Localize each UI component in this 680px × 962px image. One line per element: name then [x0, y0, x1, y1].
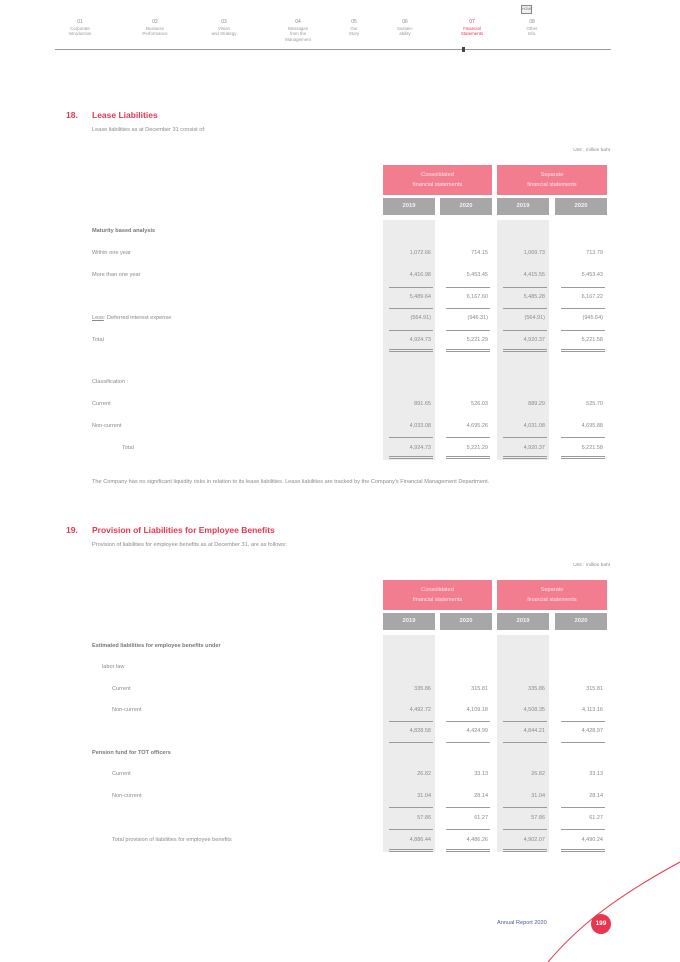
nav-item-label: from the	[289, 31, 307, 36]
nav-item-label: and Strategy	[211, 31, 237, 36]
table-cell: 4,033.08	[409, 423, 431, 429]
nav-item-number: 05	[351, 19, 357, 25]
rule-line	[446, 437, 490, 438]
table-cell: 713.79	[586, 250, 603, 256]
rule-line	[446, 742, 490, 743]
table-cell: 315.81	[586, 686, 603, 692]
table-cell: 26.82	[417, 771, 431, 777]
header-line: financial statements	[412, 182, 463, 188]
year-header: 2019	[497, 613, 549, 630]
section-18-intro: Lease liabilities as at December 31 consist of:	[92, 127, 206, 133]
nav-item-number: 06	[402, 19, 408, 25]
rule-line	[503, 742, 547, 743]
nav-item-label: Story	[348, 31, 360, 36]
nav-item-label: ability	[399, 31, 411, 36]
rule-line	[561, 721, 605, 722]
rule-line	[503, 308, 547, 309]
table-cell: 61.27	[589, 815, 603, 821]
consolidated-header	[383, 165, 492, 195]
rule-line	[561, 437, 605, 438]
nav-item-label: Info.	[527, 31, 537, 36]
nav-item-label: Corporate	[70, 25, 90, 31]
liquidity-note: The Company has no significant liquidity risks in relation to its lease liabilities. Lease liabilities are tracked by the Company's Financial Management Department.	[92, 479, 490, 485]
rule-line	[503, 349, 547, 352]
nav-item-number: 02	[152, 19, 158, 25]
table-cell: 6,167.22	[581, 294, 603, 300]
row-label: Non-current	[92, 423, 122, 429]
rule-line	[446, 807, 490, 808]
table-cell: 335.86	[528, 686, 545, 692]
footer-report-title: Annual Report 2020	[497, 920, 547, 926]
year-header: 2020	[440, 198, 492, 215]
header-line: Separate	[540, 587, 564, 593]
table-cell: 5,453.45	[466, 272, 488, 278]
year-header: 2019	[383, 198, 435, 215]
table-cell: 1,072.66	[409, 250, 431, 256]
row-label: Current	[112, 771, 131, 777]
rule-line	[446, 287, 490, 288]
unit-note: Unit : million baht	[573, 563, 610, 568]
rule-line	[446, 849, 490, 852]
section-number: 18.	[66, 110, 78, 120]
table-cell: 4,031.08	[523, 423, 545, 429]
table-cell: 61.27	[474, 815, 488, 821]
rule-line	[561, 456, 605, 459]
table-cell: 714.15	[471, 250, 488, 256]
rule-line	[389, 287, 433, 288]
rule-line	[561, 330, 605, 331]
rule-line	[561, 308, 605, 309]
header-line: Consolidated	[421, 587, 454, 593]
table-cell: 33.13	[474, 771, 488, 777]
table-cell: 6,167.60	[466, 294, 488, 300]
row-label: Less: Deferred interest expense	[92, 315, 172, 321]
rule-line	[503, 721, 547, 722]
year-header: 2019	[497, 198, 549, 215]
table-cell: 33.13	[589, 771, 603, 777]
year-header: 2019	[383, 613, 435, 630]
row-label: Total	[122, 445, 134, 451]
table-cell: 4,415.55	[523, 272, 545, 278]
nav-item-label: Management	[285, 36, 311, 42]
row-label: Non-current	[112, 793, 142, 799]
table-cell: 4,924.73	[409, 445, 431, 451]
unit-note: Unit : million baht	[573, 148, 610, 153]
row-label: Current	[112, 686, 131, 692]
row-label: Non-current	[112, 707, 142, 713]
table-cell: 525.70	[586, 401, 603, 407]
table-cell: 4,886.44	[409, 837, 431, 843]
section-title: Provision of Liabilities for Employee Benefits	[92, 525, 275, 535]
table-cell: 4,486.26	[466, 837, 488, 843]
nav-item-label: Other	[526, 25, 538, 31]
table-cell: 4,113.16	[581, 707, 603, 713]
nav-item-number: 03	[221, 19, 227, 25]
table-cell: 5,221.58	[581, 337, 603, 343]
table-cell: 4,920.37	[523, 337, 545, 343]
rule-line	[446, 308, 490, 309]
nav-item-number: 01	[77, 19, 83, 25]
rule-line	[503, 287, 547, 288]
table-cell: (946.31)	[467, 315, 488, 321]
section-title: Lease Liabilities	[92, 110, 158, 120]
rule-line	[389, 721, 433, 722]
table-cell: 4,508.35	[523, 707, 545, 713]
table-cell: 1,069.73	[523, 250, 545, 256]
table-cell: 4,492.72	[409, 707, 431, 713]
row-label: Total provision of liabilities for employee benefits	[112, 837, 232, 843]
rule-line	[561, 349, 605, 352]
rule-line	[446, 349, 490, 352]
table-cell: (564.91)	[524, 315, 545, 321]
table-cell: (564.91)	[410, 315, 431, 321]
table-cell: 5,489.64	[409, 294, 431, 300]
table-cell: 4,424.99	[466, 728, 488, 734]
nav-item-label: Statements	[460, 31, 484, 36]
nav-item-label: Introduction	[68, 31, 92, 36]
table-cell: 57.86	[417, 815, 431, 821]
nav-item-number: 04	[295, 19, 301, 25]
table-cell: 889.29	[528, 401, 545, 407]
table-cell: 28.14	[474, 793, 488, 799]
row-label: Classification :	[92, 379, 129, 385]
row-label: Maturity based analysis	[92, 228, 156, 234]
nav-item-label: Financial	[463, 25, 481, 31]
table-cell: 4,428.97	[581, 728, 603, 734]
table-cell: 31.04	[417, 793, 431, 799]
row-label: Current	[92, 401, 111, 407]
header-line: Consolidated	[421, 172, 454, 178]
rule-line	[446, 721, 490, 722]
rule-line	[389, 456, 433, 459]
separate-header	[497, 580, 607, 610]
row-label: Within one year	[92, 250, 131, 256]
table-cell: 5,453.43	[581, 272, 603, 278]
rule-line	[561, 849, 605, 852]
table-cell: 31.04	[531, 793, 545, 799]
nav-item-label: Performance	[142, 31, 168, 36]
nav-item-label: Sustain-	[396, 25, 414, 31]
table-cell: 28.14	[589, 793, 603, 799]
table-cell: 4,828.58	[409, 728, 431, 734]
table-cell: 5,221.29	[466, 445, 488, 451]
year-header: 2020	[555, 613, 607, 630]
table-cell: 335.86	[414, 686, 431, 692]
section-19-intro: Provision of liabilities for employee benefits as at December 31, are as follows:	[92, 542, 287, 548]
row-label-prefix: Less	[92, 315, 104, 321]
rule-line	[389, 437, 433, 438]
row-label: Total	[92, 337, 104, 343]
table-cell: 4,924.73	[409, 337, 431, 343]
rule-line	[389, 330, 433, 331]
nav-item-number: 07	[469, 19, 475, 25]
rule-line	[561, 742, 605, 743]
header-line: financial statements	[412, 597, 463, 603]
home-label: HOME	[522, 7, 533, 11]
table-cell: 4,920.37	[523, 445, 545, 451]
table-cell: 5,221.58	[581, 445, 603, 451]
year-header: 2020	[555, 198, 607, 215]
rule-line	[503, 849, 547, 852]
header-line: financial statements	[527, 597, 577, 603]
table-cell: 4,902.07	[523, 837, 545, 843]
rule-line	[389, 807, 433, 808]
nav-item-label: Messages	[287, 25, 308, 31]
table-cell: 4,695.26	[466, 423, 488, 429]
table-cell: 4,844.21	[523, 728, 545, 734]
table-cell: 526.03	[471, 401, 488, 407]
table-cell: 4,416.98	[409, 272, 431, 278]
rule-line	[503, 330, 547, 331]
rule-line	[446, 330, 490, 331]
consolidated-header	[383, 580, 492, 610]
rule-line	[503, 437, 547, 438]
header-line: Separate	[540, 172, 564, 178]
row-label: Estimated liabilities for employee benefits under	[92, 643, 221, 649]
table-cell: 57.86	[531, 815, 545, 821]
table-cell: 5,485.28	[523, 294, 545, 300]
rule-line	[446, 829, 490, 830]
rule-line	[389, 849, 433, 852]
header-line: financial statements	[527, 182, 577, 188]
row-label: More than one year	[92, 272, 141, 278]
separate-header	[497, 165, 607, 195]
table-cell: 315.81	[471, 686, 488, 692]
rule-line	[503, 807, 547, 808]
rule-line	[389, 829, 433, 830]
nav-item-label: Vision	[218, 25, 230, 31]
rule-line	[389, 742, 433, 743]
nav-item-number: 08	[529, 19, 535, 25]
rule-line	[389, 349, 433, 352]
rule-line	[389, 308, 433, 309]
nav-item-label: Our	[350, 25, 358, 31]
row-label: labor law	[102, 664, 125, 670]
section-number: 19.	[66, 525, 78, 535]
rule-line	[446, 456, 490, 459]
nav-item-label: Business	[146, 25, 164, 31]
year-header: 2020	[440, 613, 492, 630]
table-cell: 891.65	[414, 401, 431, 407]
rule-line	[561, 829, 605, 830]
table-cell: (945.64)	[582, 315, 603, 321]
rule-line	[561, 807, 605, 808]
table-cell: 5,221.29	[466, 337, 488, 343]
table-cell: 26.82	[531, 771, 545, 777]
rule-line	[503, 829, 547, 830]
table-cell: 4,490.24	[581, 837, 603, 843]
page-number-badge: 199	[591, 914, 611, 934]
table-cell: 4,109.18	[466, 707, 488, 713]
table-cell: 4,695.88	[581, 423, 603, 429]
rule-line	[503, 456, 547, 459]
row-label: Pension fund for TOT officers	[92, 750, 171, 756]
rule-line	[561, 287, 605, 288]
